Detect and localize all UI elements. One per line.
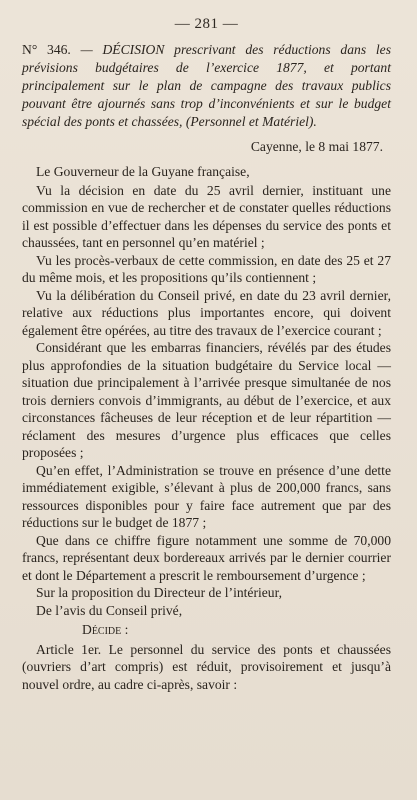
decision-title: — DÉCISION prescrivant des réductions dans les prévisions budgétaires de l’exercice 1877, et portant principalement sur le plan de campagne des travaux publics pouvant être ajournés sans trop d’inconvénients et sur le budget spécial des ponts et chassées, (Personnel et Matériel). xyxy=(22,42,391,129)
article-1-text: Article 1er. Le personnel du service des ponts et chaussées (ouvriers d’art compris) est réduit, provisoirement et jusqu’à nouvel ordre, au cadre ci-après, savoir : xyxy=(22,641,391,692)
decide-label: Décide : xyxy=(82,622,129,637)
decision-number: N° 346. xyxy=(22,42,71,57)
paragraph: Qu’en effet, l’Administration se trouve en présence d’une dette immédiatement exigible, s’élevant à plus de 200,000 francs, sans ressources disponibles pour y faire face autrement que par des réductions sur le budget de 1877 ; xyxy=(22,462,391,530)
paragraph: De l’avis du Conseil privé, xyxy=(36,602,183,618)
paragraph: Considérant que les embarras financiers, révélés par des études plus approfondies de la situation budgétaire du Service local — situation due principalement à l’arrivée presque simultanée de nos trois derniers convois d’immigrants, au début de l’exercice, et aux circonstances fâcheuses de leur réception et de leur répartition — réclament des mesures d’urgence plus efficaces que celles proposées ; xyxy=(22,340,391,460)
decision-body xyxy=(22,163,391,693)
paragraph: Vu les procès-verbaux de cette commission, en date des 25 et 27 du même mois, et les propositions qu’ils contiennent ; xyxy=(22,252,391,285)
paragraph: Sur la proposition du Directeur de l’intérieur, xyxy=(36,585,282,600)
governor-line: Le Gouverneur de la Guyane française, xyxy=(36,164,250,179)
paragraph: Que dans ce chiffre figure notamment une somme de 70,000 francs, représentant deux bordereaux arrivés par le dernier courrier et dont le Département a prescrit le remboursement d’urgence ; xyxy=(22,532,391,583)
page-number: — 281 — xyxy=(174,16,239,32)
paragraph: Vu la délibération du Conseil privé, en date du 23 avril dernier, relative aux réductions plus importantes encore, qui doivent également être opérées, au titre des travaux de l’exercice courant ; xyxy=(22,287,391,338)
decision-heading xyxy=(22,41,391,131)
article-1 xyxy=(22,641,391,694)
paragraph: Vu la décision en date du 25 avril dernier, instituant une commission en vue de rechercher et de constater quelles réductions il est possible d’effectuer dans les dépenses du service des ponts et chaussées, tant en personnel qu’en matériel ; xyxy=(22,182,391,250)
date-line: Cayenne, le 8 mai 1877. xyxy=(250,139,383,154)
